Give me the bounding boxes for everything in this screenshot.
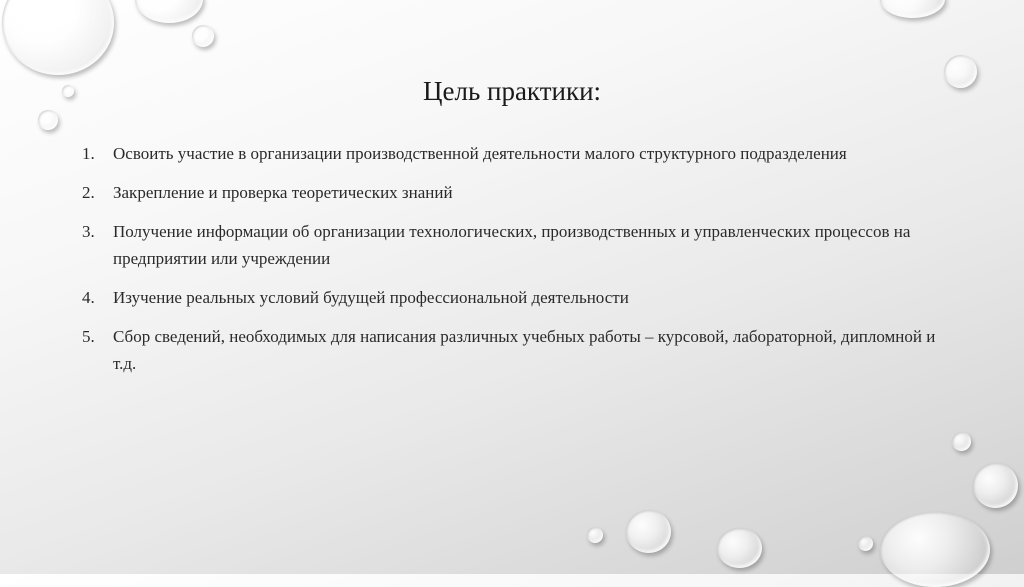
list-item-text: Получение информации об организации технологических, производственных и управленческих процессов на предприятии или учреждении [113,222,911,268]
list-item [82,323,962,377]
water-drop-icon [587,527,603,543]
water-drop-icon [973,463,1018,508]
water-drop-icon [2,0,114,75]
goals-list [82,140,962,389]
list-item-text: Освоить участие в организации производственной деятельности малого структурного подразделения [113,144,847,163]
water-drop-icon [880,0,945,18]
water-drop-icon [192,25,214,47]
list-item-number: 5. [82,327,95,346]
list-item-number: 4. [82,288,95,307]
list-item [82,284,962,311]
water-drop-icon [952,432,971,451]
slide-title: Цель практики: [422,76,602,106]
water-drop-icon [135,0,203,23]
list-item [82,218,962,272]
list-item-number: 2. [82,183,95,202]
list-item-text: Изучение реальных условий будущей профессиональной деятельности [113,288,629,307]
water-drop-icon [880,512,990,587]
water-drop-icon [38,110,58,130]
list-item-number: 1. [82,144,95,163]
list-item-text: Сбор сведений, необходимых для написания различных учебных работы – курсовой, лабораторной, дипломной и т.д. [113,327,936,373]
list-item-number: 3. [82,222,95,241]
list-item [82,179,962,206]
list-item [82,140,962,167]
list-item-text: Закрепление и проверка теоретических знаний [113,183,453,202]
water-drop-icon [858,536,873,551]
water-drop-icon [626,510,671,553]
water-drop-icon [717,528,762,568]
